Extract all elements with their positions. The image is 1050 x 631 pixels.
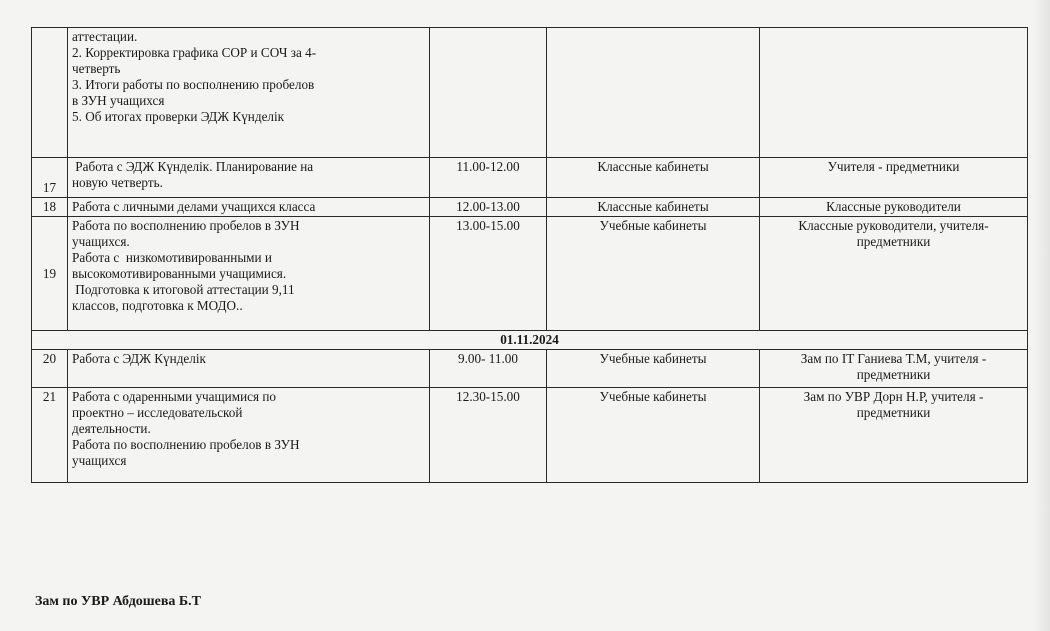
date-row: [32, 331, 1028, 350]
content-line: проектно – исследовательской: [72, 405, 243, 420]
responsible-line: предметники: [856, 367, 931, 382]
cell-responsible: [760, 28, 1028, 158]
content-line: учащихся: [72, 453, 127, 468]
row-number: 19: [42, 265, 57, 281]
responsible-line: Зам по УВР Дорн Н.Р, учителя -: [803, 389, 984, 404]
cell-responsible: [760, 217, 1028, 331]
schedule-table: [31, 27, 1028, 483]
table-row: [32, 388, 1028, 483]
table-row: [32, 158, 1028, 198]
cell-content: [68, 198, 430, 217]
responsible-line: Классные руководители, учителя-: [798, 218, 989, 233]
content-line: классов, подготовка к МОДО..: [72, 298, 243, 313]
cell-place: [547, 28, 760, 158]
cell-time: 12.30-15.00: [430, 388, 547, 483]
cell-content: [68, 217, 430, 331]
cell-num: [32, 217, 68, 331]
responsible-line: предметники: [856, 405, 931, 420]
cell-place: Учебные кабинеты: [547, 350, 760, 388]
date-cell: 01.11.2024: [32, 331, 1028, 350]
responsible-line: предметники: [856, 234, 931, 249]
cell-num: [32, 28, 68, 158]
content-line: Работа по восполнению пробелов в ЗУН: [72, 437, 300, 452]
responsible-line: Учителя - предметники: [827, 159, 960, 174]
cell-num: 17: [32, 158, 68, 198]
content-line: новую четверть.: [72, 175, 163, 190]
cell-num: 21: [32, 388, 68, 483]
content-line: деятельности.: [72, 421, 151, 436]
cell-content: [68, 388, 430, 483]
table-row-continuation: [32, 28, 1028, 158]
cell-place: Учебные кабинеты: [547, 217, 760, 331]
cell-content: [68, 158, 430, 198]
signature-line: Зам по УВР Абдошева Б.Т: [35, 594, 201, 609]
responsible-line: Зам по IT Ганиева Т.М, учителя -: [800, 351, 987, 366]
cell-time: 9.00- 11.00: [430, 350, 547, 388]
content-line: Работа с личными делами учащихся класса: [72, 199, 316, 214]
cell-place: Классные кабинеты: [547, 198, 760, 217]
content-line: 3. Итоги работы по восполнению пробелов: [72, 77, 315, 92]
page-edge-shadow: [1032, 0, 1050, 631]
cell-responsible: [760, 388, 1028, 483]
content-line: 2. Корректировка графика СОР и СОЧ за 4-: [72, 45, 317, 60]
cell-responsible: [760, 350, 1028, 388]
cell-time: 11.00-12.00: [430, 158, 547, 198]
content-line: Работа с одаренными учащимися по: [72, 389, 277, 404]
content-line: высокомотивированными учащимися.: [72, 266, 287, 281]
cell-time: 13.00-15.00: [430, 217, 547, 331]
cell-num: 18: [32, 198, 68, 217]
cell-content: [68, 28, 430, 158]
content-line: Работа по восполнению пробелов в ЗУН: [72, 218, 300, 233]
table-row: [32, 217, 1028, 331]
content-line: четверть: [72, 61, 121, 76]
content-line: в ЗУН учащихся: [72, 93, 165, 108]
cell-time: [430, 28, 547, 158]
cell-responsible: [760, 158, 1028, 198]
cell-num: 20: [32, 350, 68, 388]
content-line: Работа с низкомотивированными и: [72, 250, 272, 265]
table-row: [32, 350, 1028, 388]
cell-place: Классные кабинеты: [547, 158, 760, 198]
table-row: [32, 198, 1028, 217]
content-line: Работа с ЭДЖ Күнделік: [72, 351, 206, 366]
content-line: аттестации.: [72, 29, 138, 44]
cell-content: [68, 350, 430, 388]
content-line: Работа с ЭДЖ Күнделік. Планирование на: [72, 159, 314, 174]
cell-time: 12.00-13.00: [430, 198, 547, 217]
cell-responsible: [760, 198, 1028, 217]
cell-place: Учебные кабинеты: [547, 388, 760, 483]
content-line: Подготовка к итоговой аттестации 9,11: [72, 282, 295, 297]
responsible-line: Классные руководители: [826, 199, 961, 214]
content-line: учащихся.: [72, 234, 130, 249]
content-line: 5. Об итогах проверки ЭДЖ Күнделік: [72, 109, 285, 124]
